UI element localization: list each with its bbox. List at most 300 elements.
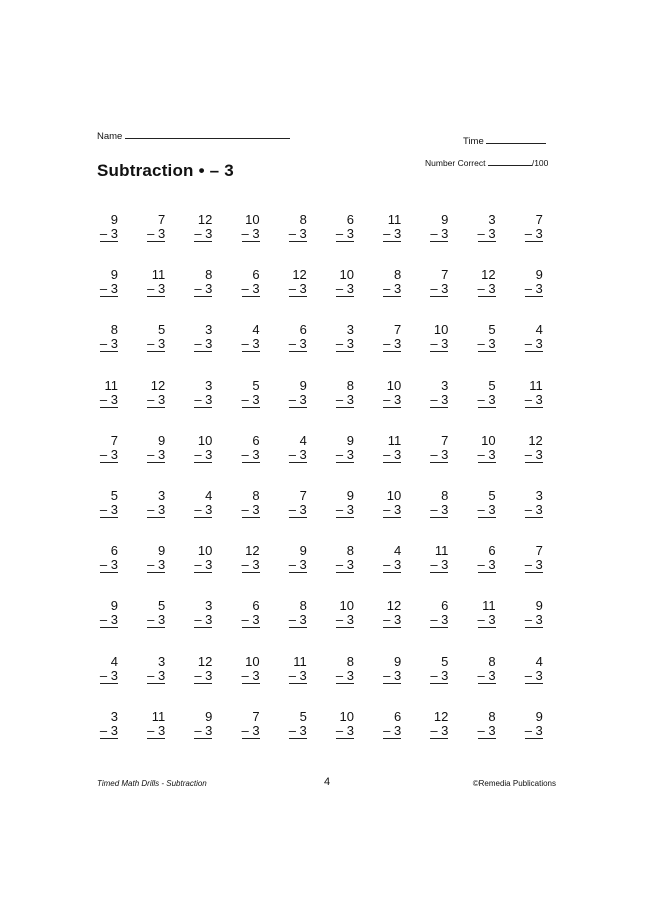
subtraction-problem [281,710,307,739]
minuend: 10 [339,708,354,724]
minuend: 5 [441,653,449,669]
subtraction-problem [375,213,401,242]
subtraction-problem [328,323,354,352]
subtrahend: – 3 [147,722,166,738]
minuend: 6 [252,598,260,614]
minuend: 8 [393,267,402,283]
subtrahend: – 3 [524,557,543,573]
subtraction-problem [92,710,118,739]
minuend: 5 [252,377,260,393]
subtrahend: – 3 [99,226,118,241]
subtraction-problem [422,655,448,684]
name-field[interactable] [97,131,290,142]
subtrahend: – 3 [241,226,260,241]
subtrahend: – 3 [99,667,118,683]
minuend: 5 [488,322,496,338]
subtraction-problem [328,599,354,628]
minuend: 10 [433,322,449,338]
subtrahend: – 3 [430,336,449,352]
subtrahend: – 3 [383,557,402,573]
subtraction-problem [375,655,401,684]
subtrahend: – 3 [383,612,402,628]
subtrahend: – 3 [383,502,402,517]
subtraction-problem [470,655,496,684]
minuend: 9 [299,543,307,559]
minuend: 8 [488,653,496,669]
subtrahend: – 3 [194,667,213,683]
subtraction-problem [375,379,401,408]
minuend: 9 [535,598,543,614]
subtraction-problem [92,599,118,628]
subtraction-problem [281,599,307,628]
minuend: 8 [110,322,118,338]
subtrahend: – 3 [383,281,402,297]
minuend: 5 [110,488,118,503]
subtraction-problem [281,268,307,297]
minuend: 11 [151,708,166,724]
subtraction-problem [517,655,543,684]
subtraction-problem [139,268,165,297]
subtraction-problem [234,268,260,297]
subtrahend: – 3 [430,226,449,241]
subtrahend: – 3 [383,226,402,241]
subtrahend: – 3 [194,226,213,241]
subtraction-problem [92,379,118,408]
subtrahend: – 3 [383,391,402,407]
subtraction-problem [375,544,401,573]
subtraction-problem [517,379,543,408]
minuend: 3 [535,488,543,503]
subtrahend: – 3 [241,391,260,407]
minuend: 4 [393,543,402,559]
subtraction-problem [422,434,448,463]
subtraction-problem [139,710,165,739]
page-number: 4 [324,776,331,788]
subtraction-problem [234,599,260,628]
subtraction-problem [328,655,354,684]
subtrahend: – 3 [147,391,166,407]
subtrahend: – 3 [288,722,307,738]
subtraction-problem [234,489,260,518]
subtraction-problem [92,655,118,684]
subtraction-problem [422,213,448,242]
minuend: 6 [252,267,260,283]
number-correct-field[interactable] [425,158,548,168]
minuend: 10 [197,432,213,448]
subtrahend: – 3 [99,281,118,297]
subtrahend: – 3 [524,446,543,462]
minuend: 3 [110,708,118,724]
minuend: 12 [197,653,213,669]
subtrahend: – 3 [477,502,496,517]
subtrahend: – 3 [194,502,213,517]
subtrahend: – 3 [477,722,496,738]
minuend: 8 [488,708,496,724]
subtraction-problem [186,544,212,573]
minuend: 6 [393,708,402,724]
minuend: 6 [346,212,354,227]
subtraction-problem [470,323,496,352]
minuend: 10 [339,267,354,283]
subtraction-problem [328,268,354,297]
minuend: 12 [528,432,543,448]
minuend: 11 [482,598,496,614]
subtrahend: – 3 [383,667,402,683]
subtraction-problem [375,434,401,463]
subtraction-problem [375,599,401,628]
subtraction-problem [92,434,118,463]
time-label: Time [463,136,484,147]
footer-book-title: Timed Math Drills - Subtraction [97,779,207,788]
subtraction-problem [517,323,543,352]
subtrahend: – 3 [524,722,543,738]
subtrahend: – 3 [335,722,354,738]
subtraction-problem [422,710,448,739]
subtraction-problem [517,489,543,518]
subtraction-problem [281,379,307,408]
subtrahend: – 3 [147,667,166,683]
minuend: 6 [441,598,449,614]
number-correct-blank[interactable] [488,165,532,166]
subtrahend: – 3 [194,336,213,352]
minuend: 9 [441,212,449,227]
minuend: 7 [441,267,449,283]
subtrahend: – 3 [477,612,496,628]
subtraction-problem [470,268,496,297]
subtraction-problem [234,323,260,352]
subtrahend: – 3 [430,667,449,683]
subtraction-problem [186,213,212,242]
minuend: 4 [110,653,118,669]
subtraction-problem [186,489,212,518]
minuend: 8 [346,543,354,559]
subtrahend: – 3 [524,226,543,241]
subtrahend: – 3 [524,612,543,628]
subtraction-problem [92,268,118,297]
subtrahend: – 3 [524,391,543,407]
minuend: 10 [386,488,402,503]
subtrahend: – 3 [241,667,260,683]
subtraction-problem [328,379,354,408]
subtrahend: – 3 [99,612,118,628]
minuend: 4 [535,653,543,669]
subtraction-problem [92,323,118,352]
name-blank[interactable] [125,138,290,139]
minuend: 7 [535,212,543,227]
minuend: 9 [157,543,166,559]
minuend: 5 [488,488,496,503]
subtraction-problem [234,379,260,408]
subtrahend: – 3 [147,281,166,297]
minuend: 5 [488,377,496,393]
subtraction-problem [328,213,354,242]
subtrahend: – 3 [288,391,307,407]
subtrahend: – 3 [147,502,166,517]
minuend: 12 [150,377,166,393]
minuend: 7 [441,432,449,448]
subtrahend: – 3 [241,446,260,462]
minuend: 7 [393,322,402,338]
subtrahend: – 3 [335,502,354,517]
subtraction-problem [328,710,354,739]
minuend: 6 [110,543,118,559]
subtrahend: – 3 [241,281,260,297]
minuend: 10 [245,212,260,227]
subtraction-problem [139,213,165,242]
subtraction-problem [470,544,496,573]
subtraction-problem [422,544,448,573]
subtraction-problem [375,268,401,297]
subtrahend: – 3 [524,667,543,683]
minuend: 4 [535,322,543,338]
subtrahend: – 3 [524,502,543,517]
minuend: 3 [157,653,166,669]
subtrahend: – 3 [335,612,354,628]
minuend: 8 [346,653,354,669]
minuend: 11 [434,543,449,559]
subtrahend: – 3 [241,336,260,352]
minuend: 12 [197,212,213,227]
subtraction-problem [375,710,401,739]
subtrahend: – 3 [335,446,354,462]
subtraction-problem [139,599,165,628]
subtraction-problem [92,213,118,242]
minuend: 9 [205,708,213,724]
subtrahend: – 3 [241,722,260,738]
minuend: 5 [299,708,307,724]
minuend: 11 [151,267,166,283]
minuend: 7 [252,708,260,724]
minuend: 10 [197,543,213,559]
subtraction-problem [234,710,260,739]
subtraction-problem [281,213,307,242]
subtraction-problem [186,599,212,628]
subtraction-problem [234,544,260,573]
minuend: 8 [252,488,260,503]
subtrahend: – 3 [477,336,496,352]
subtrahend: – 3 [430,502,449,517]
minuend: 9 [346,432,354,448]
subtrahend: – 3 [335,226,354,241]
minuend: 7 [157,212,166,227]
subtraction-problem [470,710,496,739]
subtraction-problem [375,323,401,352]
subtraction-problem [281,655,307,684]
minuend: 7 [299,488,307,503]
minuend: 10 [245,653,260,669]
minuend: 12 [292,267,307,283]
minuend: 6 [488,543,496,559]
subtrahend: – 3 [335,557,354,573]
minuend: 3 [205,322,213,338]
minuend: 6 [252,432,260,448]
subtraction-problem [517,213,543,242]
subtrahend: – 3 [477,281,496,297]
subtrahend: – 3 [288,281,307,297]
time-blank[interactable] [486,143,546,144]
subtraction-problem [92,544,118,573]
subtrahend: – 3 [241,502,260,517]
subtrahend: – 3 [430,722,449,738]
subtrahend: – 3 [430,281,449,297]
subtrahend: – 3 [99,557,118,573]
subtraction-problem [139,655,165,684]
minuend: 9 [157,432,166,448]
subtrahend: – 3 [383,446,402,462]
subtrahend: – 3 [288,502,307,517]
subtrahend: – 3 [99,336,118,352]
subtraction-problem [92,489,118,518]
subtrahend: – 3 [288,226,307,241]
subtraction-problem [186,323,212,352]
subtrahend: – 3 [147,226,166,241]
subtrahend: – 3 [288,557,307,573]
number-correct-total: /100 [531,158,549,168]
minuend: 3 [488,212,496,227]
minuend: 11 [104,377,118,393]
minuend: 3 [157,488,166,503]
subtrahend: – 3 [194,281,213,297]
subtraction-problem [470,434,496,463]
subtrahend: – 3 [194,557,213,573]
subtrahend: – 3 [288,446,307,462]
subtrahend: – 3 [430,557,449,573]
subtrahend: – 3 [335,667,354,683]
subtrahend: – 3 [241,612,260,628]
subtrahend: – 3 [288,667,307,683]
subtrahend: – 3 [194,391,213,407]
time-field[interactable] [463,136,546,147]
minuend: 8 [441,488,449,503]
minuend: 9 [535,708,543,724]
subtraction-problem [375,489,401,518]
subtrahend: – 3 [194,612,213,628]
minuend: 3 [205,598,213,614]
minuend: 7 [535,543,543,559]
minuend: 9 [110,598,118,614]
minuend: 12 [386,598,402,614]
subtrahend: – 3 [288,612,307,628]
minuend: 9 [299,377,307,393]
subtrahend: – 3 [430,391,449,407]
subtraction-problem [517,710,543,739]
minuend: 9 [346,488,354,503]
subtraction-problem [517,268,543,297]
minuend: 6 [299,322,307,338]
subtraction-problem [234,213,260,242]
subtraction-problem [186,379,212,408]
subtraction-problem [186,710,212,739]
minuend: 9 [535,267,543,283]
subtrahend: – 3 [99,391,118,407]
subtrahend: – 3 [430,612,449,628]
minuend: 10 [339,598,354,614]
minuend: 12 [245,543,260,559]
subtraction-problem [422,323,448,352]
subtraction-problem [234,655,260,684]
minuend: 10 [386,377,402,393]
subtraction-problem [281,489,307,518]
subtrahend: – 3 [99,446,118,462]
number-correct-label: Number Correct [425,158,486,168]
minuend: 3 [441,377,449,393]
minuend: 9 [110,212,118,227]
subtrahend: – 3 [477,557,496,573]
subtraction-problem [234,434,260,463]
subtraction-problem [517,599,543,628]
minuend: 8 [299,212,307,227]
subtrahend: – 3 [335,336,354,352]
minuend: 8 [205,267,213,283]
subtrahend: – 3 [383,336,402,352]
page-title: Subtraction • – 3 [97,161,234,180]
subtrahend: – 3 [147,446,166,462]
minuend: 4 [252,322,260,338]
subtrahend: – 3 [524,281,543,297]
subtraction-problem [139,489,165,518]
subtraction-problem [281,434,307,463]
minuend: 3 [346,322,354,338]
subtraction-problem [139,323,165,352]
subtrahend: – 3 [477,667,496,683]
minuend: 8 [299,598,307,614]
minuend: 5 [157,598,166,614]
subtraction-problem [422,599,448,628]
subtrahend: – 3 [99,502,118,517]
subtraction-problem [470,379,496,408]
subtraction-problem [470,213,496,242]
minuend: 10 [481,432,496,448]
subtraction-problem [517,544,543,573]
minuend: 11 [387,212,402,227]
subtrahend: – 3 [194,446,213,462]
subtraction-problem [470,599,496,628]
minuend: 9 [393,653,402,669]
minuend: 3 [205,377,213,393]
subtrahend: – 3 [383,722,402,738]
subtraction-problem [139,544,165,573]
subtraction-problem [186,434,212,463]
subtrahend: – 3 [477,226,496,241]
minuend: 4 [299,432,307,448]
minuend: 7 [110,432,118,448]
subtrahend: – 3 [477,446,496,462]
subtraction-problem [422,379,448,408]
subtrahend: – 3 [147,557,166,573]
subtraction-problem [186,268,212,297]
subtraction-problem [328,489,354,518]
subtraction-problem [470,489,496,518]
subtrahend: – 3 [99,722,118,738]
minuend: 8 [346,377,354,393]
minuend: 5 [157,322,166,338]
subtraction-problem [422,489,448,518]
subtrahend: – 3 [147,336,166,352]
minuend: 12 [481,267,496,283]
subtraction-problem [281,544,307,573]
subtrahend: – 3 [524,336,543,352]
subtraction-problem [139,379,165,408]
subtrahend: – 3 [241,557,260,573]
minuend: 12 [433,708,449,724]
subtrahend: – 3 [335,281,354,297]
subtraction-problem [422,268,448,297]
subtrahend: – 3 [430,446,449,462]
minuend: 9 [110,267,118,283]
minuend: 4 [205,488,213,503]
subtrahend: – 3 [147,612,166,628]
minuend: 11 [529,377,543,393]
